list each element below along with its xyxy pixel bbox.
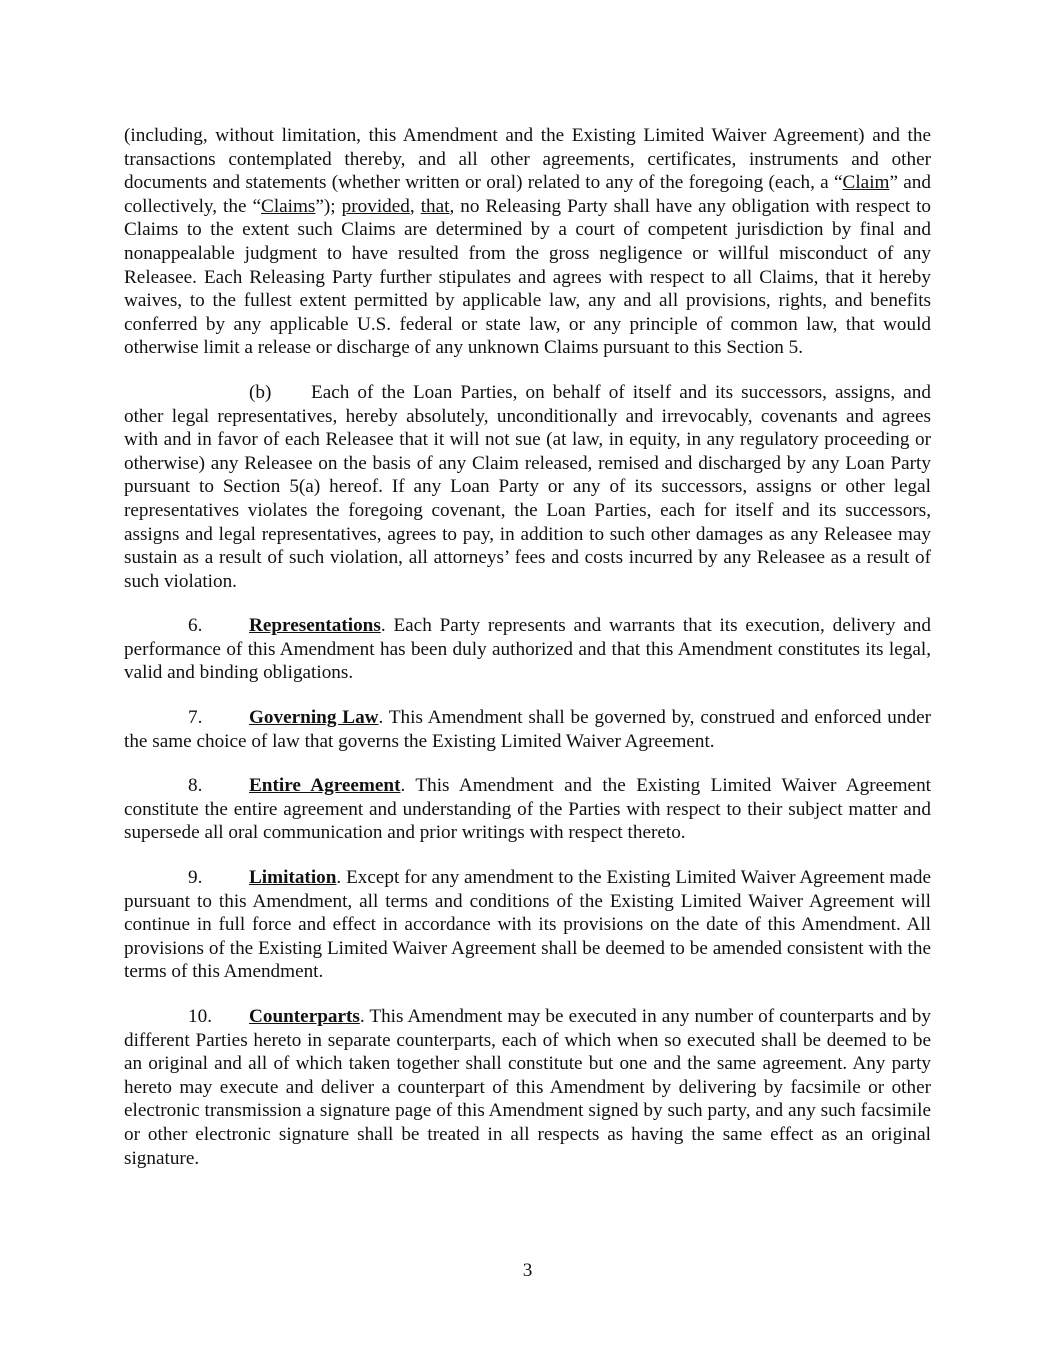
section-6 [124, 614, 931, 685]
section-10 [124, 1005, 931, 1170]
section-5b [124, 381, 931, 593]
section-8 [124, 774, 931, 845]
provided-term: provided [341, 195, 410, 217]
section-5b-label: (b) [249, 381, 272, 403]
section-text: . This Amendment may be executed in any number of counterparts and by different Parties hereto in separate counterparts, each of which when so executed shall be deemed to be an original and all of which taken together shall constitute but one and the same agreement. Any party hereto may execute and deliver a counterpart of this Amendment by delivering by facsimile or other electronic transmission a signature page of this Amendment signed by such party, and any such facsimile or other electronic signature shall be treated in all respects as having the same effect as an original signature. [124, 1006, 931, 1169]
section-heading: Limitation [249, 867, 337, 889]
section-text: . This Amendment and the Existing Limited Waiver Agreement constitute the entire agreement and understanding of the Parties with respect to their subject matter and supersede all oral communication and prior writings with respect thereto. [124, 775, 931, 844]
claim-defined-term: Claim [842, 172, 890, 194]
section-5b-text: Each of the Loan Parties, on behalf of itself and its successors, assigns, and other legal representatives, hereby absolutely, unconditionally and irrevocably, covenants and agrees with and in favor of each Releasee that it will not sue (at law, in equity, in any regulatory proceeding or otherwise) any Releasee on the basis of any Claim released, remised and discharged by any Loan Party pursuant to Section 5(a) hereof. If any Loan Party or any of its successors, assigns or other legal representatives violates the foregoing covenant, the Loan Parties, each for itself and its successors, assigns and legal representatives, agrees to pay, in addition to such other damages as any Releasee may sustain as a result of such violation, all attorneys’ fees and costs incurred by any Releasee as a result of such violation. [124, 381, 931, 592]
that-term: that [420, 195, 450, 217]
section-number: 9. [188, 867, 203, 889]
section-5a-continuation: (including, without limitation, this Amendment and the Existing Limited Waiver Agreement) and the transactions contemplated thereby, and all other agreements, certificates, instruments and other documents and statements (whether written or oral) related to any of the foregoing (each, a “Claim” and collectively, the “Claims”); provided, that, no Releasing Party shall have any obligation with respect to Claims to the extent such Claims are determined by a court of competent jurisdiction by final and nonappealable judgment to have resulted from the gross negligence or willful misconduct of any Releasee. Each Releasing Party further stipulates and agrees with respect to all Claims, that it hereby waives, to the fullest extent permitted by applicable law, any and all provisions, rights, and benefits conferred by any applicable U.S. federal or state law, or any principle of common law, that would otherwise limit a release or discharge of any unknown Claims pursuant to this Section 5. [124, 125, 932, 359]
section-heading: Representations [249, 615, 381, 637]
claims-defined-term: Claims [261, 195, 316, 217]
section-7 [124, 706, 931, 753]
section-heading: Counterparts [249, 1006, 360, 1027]
section-9 [124, 866, 931, 984]
section-heading: Governing Law [249, 707, 379, 729]
section-number: 7. [188, 707, 203, 729]
document-page [124, 124, 931, 1170]
section-number: 6. [188, 615, 203, 637]
section-text: . Each Party represents and warrants that its execution, delivery and performance of this Amendment has been duly authorized and that this Amendment constitutes its legal, valid and binding obligations. [124, 615, 931, 684]
page-number: 3 [522, 1260, 533, 1281]
section-text: . This Amendment shall be governed by, construed and enforced under the same choice of law that governs the Existing Limited Waiver Agreement. [124, 707, 931, 752]
section-text: . Except for any amendment to the Existing Limited Waiver Agreement made pursuant to this Amendment, all terms and conditions of the Existing Limited Waiver Agreement will continue in full force and effect in accordance with its provisions on the date of this Amendment. All provisions of the Existing Limited Waiver Agreement shall be deemed to be amended consistent with the terms of this Amendment. [124, 867, 931, 983]
section-heading: Entire Agreement [249, 775, 401, 797]
section-number: 8. [188, 775, 203, 797]
section-number: 10. [188, 1006, 212, 1027]
